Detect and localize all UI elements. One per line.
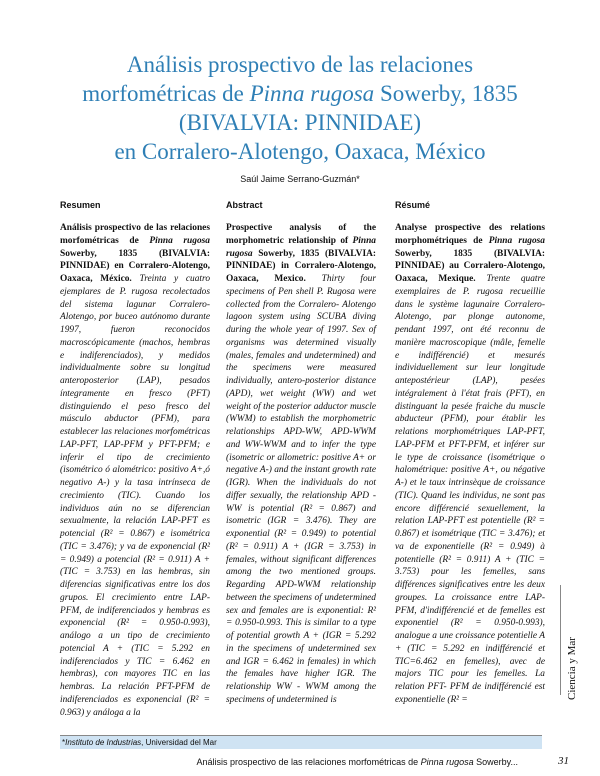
lead-text: Sowerby, 1835 (BIVALVIA: PINNIDAE) in Corralero-Alotengo, Oaxaca, Mexico. <box>226 248 376 284</box>
footnote-mark: * <box>62 738 66 747</box>
affiliation-university: , Universidad del Mar <box>141 738 217 747</box>
resumen-body: Treinta y cuatro ejemplares de P. rugosa recolectados del sistema lagunar Corralero-Alotengo, por buceo autónomo durante 1997, fueron reconocidos macroscópicamente (machos, hembras e indiferenciados), y medidos individualmente sobre su longitud anteroposterior (LAP), pesados íntegramente en fresco (PFT) distinguiendo el peso fresco del músculo abductor (PFM), para establecer las relaciones morfométricas LAP-PFT, LAP-PFM y PFT-PFM; e inferir el tipo de crecimiento (isométrico ó alométrico: positivo A+,ó negativo A-) y la tasa intrínseca de crecimiento (TIC). Cuando los individuos aún no se diferencian sexualmente, la relación LAP-PFT es potencial (R² = 0.867) e isométrica (TIC = 3.476); y va de exponencial (R² = 0.949) a potencial (R² = 0.911) A + (TIC = 3.753) en las hembras, sin diferencias significativas entre los dos grupos. El crecimiento entre LAP-PFM, de indiferenciados y hembras es exponencial (R² = 0.950-0.993), análogo a un tipo de crecimiento potencial A + (TIC = 5.292 en indiferenciados y TIC = 6.462 en hembras), con mayores TIC en las hembras. La relación PFT-PFM de indiferenciados es exponencial (R² = 0.963) y análoga a la <box>60 274 211 718</box>
resume-column <box>395 200 545 707</box>
running-header <box>196 757 518 767</box>
resume-heading: Résumé <box>395 200 431 210</box>
title-line-2 <box>40 79 560 108</box>
resumen-column <box>60 200 210 719</box>
resume-body: Trente quatre exemplaires de P. rugosa recueillie dans le système lagunaire Corralero-Alotengo, par plonge autonome, pendant 1997, ont été reconnu de manière macroscopique (mâle, femelle e indifférencié) et mesurés individuellement sur leur longitude antepostérieur (LAP), pesées intégralement à l'état frais (PFT), en distinguant la pesée fraiche du muscle abducteur (PFM), pour établir les relations morphométriques LAP-PFT, LAP-PFM et PFT-PFM, et inférer sur le type de croissance (isométrique o halométrique: positive A+, ou négative A-) et le taux intrinsèque de croissance (TIC). Quand les individus, ne sont pas encore différencié sexuellement, la relation LAP-PFT est potentielle (R² = 0.867) et isométrique (TIC = 3.476); et va de exponentielle (R² = 0.949) à potentielle (R² = 0.911) A + (TIC = 3.753) pour les femelles, sans différences significatives entre les deux groupes. La croissance entre LAP-PFM, d'indifférencié et de femelles est exponentiel (R² = 0.950-0.993), analogue a une croissance potentielle A + (TIC = 5.292 en indifférencié et TIC=6.462 en femelles), avec de majors TIC pour les femelles. La relation PFT- PFM de indifférencié est exponentielle (R² = <box>395 274 545 705</box>
resumen-text <box>60 222 210 719</box>
lead-text: Sowerby, 1835 (BIVALVIA: PINNIDAE) en Corralero-Alotengo, Oaxaca, México. <box>60 248 210 284</box>
lead-species: Pinna rugosa <box>488 235 545 246</box>
journal-rule <box>560 585 561 695</box>
lead-species: Pinna rugosa <box>149 235 210 246</box>
title-text: morfométricas de <box>82 81 250 106</box>
running-text: Sowerby... <box>473 757 518 767</box>
page-number: 31 <box>558 755 569 767</box>
author-line: Saúl Jaime Serrano-Guzmán* <box>240 174 360 184</box>
journal-name: Ciencia y Mar <box>566 637 578 700</box>
title-species: Pinna rugosa <box>249 81 375 106</box>
abstract-body: Thirty four specimens of Pen shell P. Rugosa were collected from the Corralero- Alotengo lagoon system using SCUBA diving during the whole year of 1997. Sex of organisms was determined visually (males, females and undetermined) and the specimens were measured individually, antero-posterior distance (APD), wet weight (WW) and wet weight of the posterior adductor muscle (WWM) to establish the morphometric relationships APD-WW, APD-WWM and WW-WWM and to infer the type (isometric or allometric: positive A+ or negative A-) and the instant growth rate (IGR). When the individuals do not differ sexually, the relationship APD - WW is potential (R² = 0.867) and isometric (IGR = 3.476). They are exponential (R² = 0.949) to potential (R² = 0.911) A + (IGR = 3.753) in females, without significant differences among the two mentioned groups. Regarding APD-WWM relationship between the specimens of undetermined sex and females are is exponential: R² = 0.950-0.993. This is similar to a type of potential growth A + (IGR = 5.292 in the specimens of undetermined sex and IGR = 6.462 in females) in which the females have higher IGR. The relationship WW - WWM among the specimens of undetermined is <box>226 274 376 705</box>
lead-text: Prospective analysis of the morphometric relationship of <box>226 223 376 246</box>
title-line-3: (BIVALVIA: PINNIDAE) <box>178 110 422 135</box>
title-line-1: Análisis prospectivo de las relaciones <box>126 52 474 77</box>
abstract-heading: Abstract <box>226 200 263 210</box>
affiliation-footnote <box>60 736 542 749</box>
article-title <box>40 50 560 166</box>
lead-text: Sowerby, 1835 (BIVALVIA: PINNIDAE) au Corralero-Alotengo, Oaxaca, Mexique. <box>395 248 545 284</box>
abstract-text <box>226 222 376 707</box>
title-line-4: en Corralero-Alotengo, Oaxaca, México <box>114 139 486 164</box>
running-species: Pinna rugosa <box>420 757 474 767</box>
lead-text: Análisis prospectivo de las relaciones morfométricas de <box>60 223 210 246</box>
lead-text: Analyse prospective des relations morphométriques de <box>395 223 545 246</box>
title-text: Sowerby, 1835 <box>374 81 518 106</box>
abstract-column <box>226 200 376 707</box>
lead-species: Pinna rugosa <box>226 235 376 259</box>
running-text: Análisis prospectivo de las relaciones morfométricas de <box>196 757 421 767</box>
resume-text <box>395 222 545 707</box>
affiliation-institute: Instituto de Industrias <box>65 738 142 747</box>
resumen-heading: Resumen <box>60 200 101 210</box>
